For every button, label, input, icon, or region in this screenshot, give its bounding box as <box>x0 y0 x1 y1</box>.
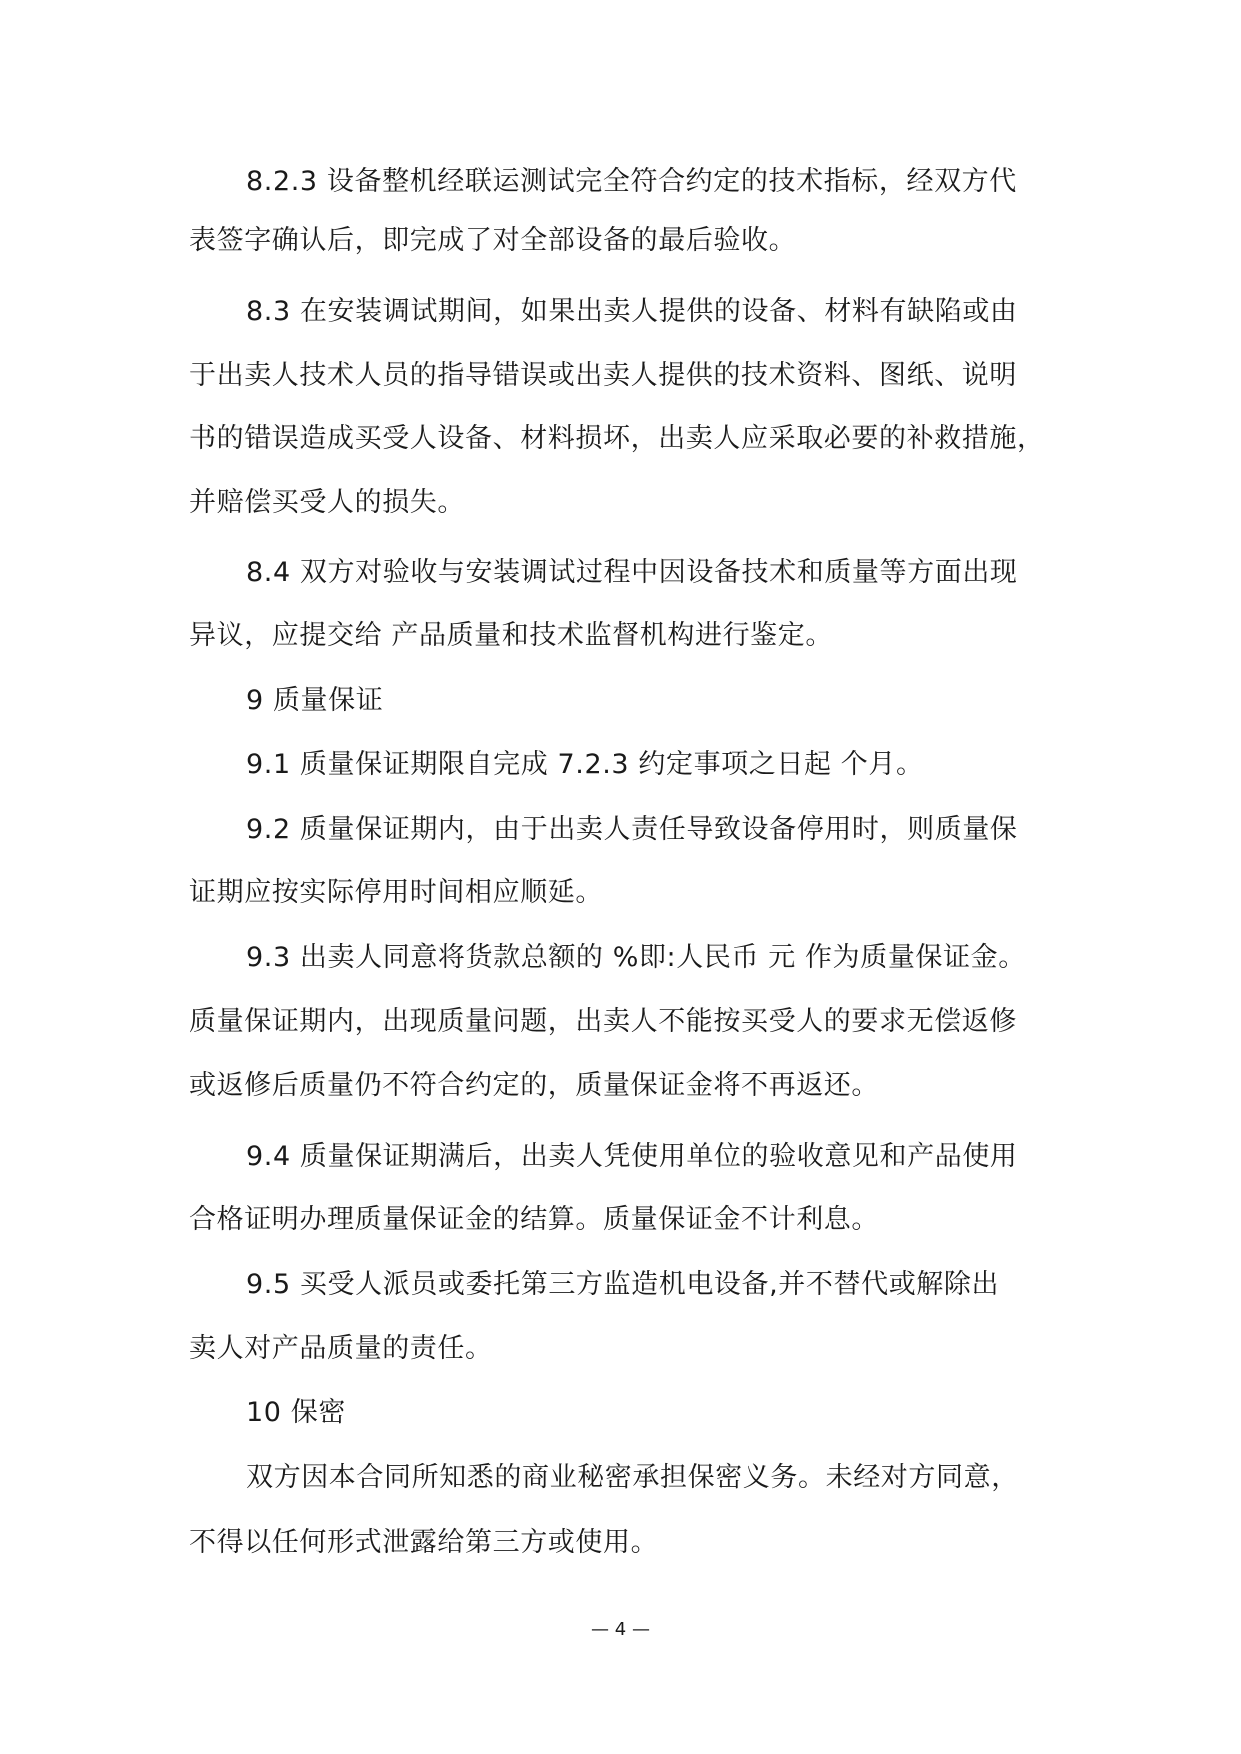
text-line: 卖人对产品质量的责任。 <box>189 1333 493 1364</box>
text-line: 9.2 质量保证期内，由于出卖人责任导致设备停用时，则质量保 <box>246 814 1018 845</box>
text-line: 并赔偿买受人的损失。 <box>189 487 465 518</box>
text-line: 9.1 质量保证期限自完成 7.2.3 约定事项之日起 个月。 <box>246 749 924 780</box>
text-line: 书的错误造成买受人设备、材料损坏，出卖人应采取必要的补救措施， <box>189 423 1045 454</box>
page-number: — 4 — <box>591 1619 650 1640</box>
text-line: 8.2.3 设备整机经联运测试完全符合约定的技术指标，经双方代 <box>246 166 1017 197</box>
text-line: 证期应按实际停用时间相应顺延。 <box>189 877 603 908</box>
text-line: 表签字确认后，即完成了对全部设备的最后验收。 <box>189 225 797 256</box>
text-line: 双方因本合同所知悉的商业秘密承担保密义务。未经对方同意， <box>246 1462 1019 1493</box>
text-line: 9.4 质量保证期满后，出卖人凭使用单位的验收意见和产品使用 <box>246 1141 1018 1172</box>
text-line: 合格证明办理质量保证金的结算。质量保证金不计利息。 <box>189 1204 879 1235</box>
text-line: 8.4 双方对验收与安装调试过程中因设备技术和质量等方面出现 <box>246 557 1018 588</box>
text-line: 或返修后质量仍不符合约定的，质量保证金将不再返还。 <box>189 1070 879 1101</box>
text-line: 不得以任何形式泄露给第三方或使用。 <box>189 1527 659 1558</box>
text-line: 异议，应提交给 产品质量和技术监督机构进行鉴定。 <box>189 620 833 651</box>
section-heading: 10 保密 <box>246 1397 346 1428</box>
text-line: 8.3 在安装调试期间，如果出卖人提供的设备、材料有缺陷或由 <box>246 296 1018 327</box>
text-line: 于出卖人技术人员的指导错误或出卖人提供的技术资料、图纸、说明 <box>189 360 1017 391</box>
text-line: 9.3 出卖人同意将货款总额的 %即:人民币 元 作为质量保证金。 <box>246 942 1026 973</box>
text-line: 质量保证期内，出现质量问题，出卖人不能按买受人的要求无偿返修 <box>189 1006 1017 1037</box>
section-heading: 9 质量保证 <box>246 685 384 716</box>
text-line: 9.5 买受人派员或委托第三方监造机电设备,并不替代或解除出 <box>246 1269 1000 1300</box>
